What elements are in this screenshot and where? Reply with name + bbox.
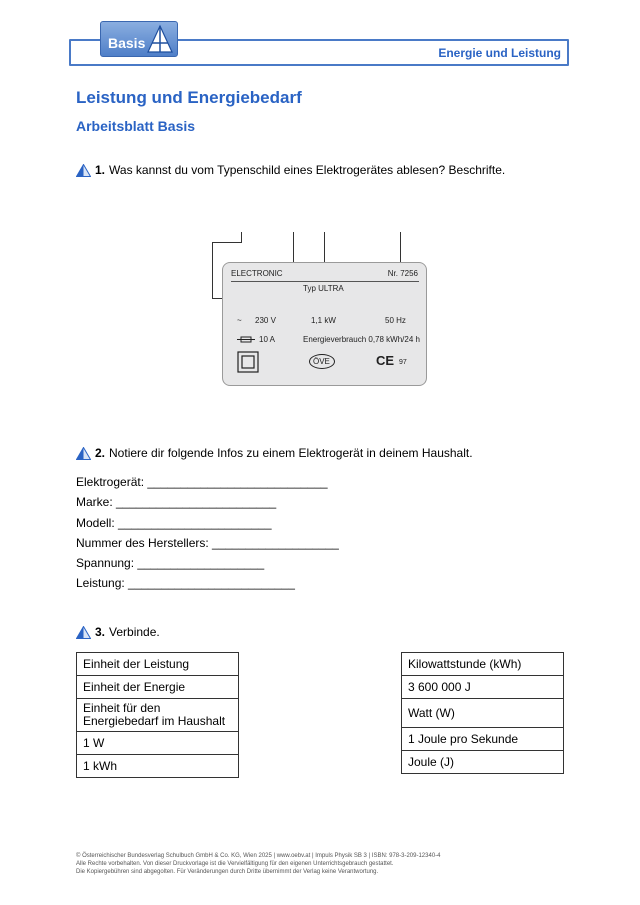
section-title: Energie und Leistung (438, 46, 561, 60)
task-3 (76, 625, 160, 639)
task-number: 1. (95, 163, 106, 177)
left-cell[interactable]: 1 W (77, 732, 239, 755)
footer-line: Alle Rechte vorbehalten. Von dieser Druckvorlage ist die Vervielfältigung für den eigenen Unterrichtsgebrauch gestattet. (76, 861, 394, 867)
plate-voltage: 230 V (255, 316, 276, 325)
task-triangle-icon (76, 626, 91, 639)
plate-consumption: Energieverbrauch 0,78 kWh/24 h (303, 335, 420, 344)
task-text: Was kannst du vom Typenschild eines Elektrogerätes ablesen? Beschrifte. (109, 163, 506, 177)
page-subtitle: Arbeitsblatt Basis (76, 118, 196, 134)
protection-class-icon (237, 351, 259, 373)
right-match-table (401, 652, 564, 774)
plate-tilde: ~ (237, 316, 242, 325)
field-leistung[interactable]: Leistung: _________________________ (76, 576, 295, 590)
field-elektrogeraet[interactable]: Elektrogerät: ___________________________ (76, 475, 328, 489)
task-triangle-icon (76, 447, 91, 460)
task-1 (76, 163, 505, 177)
triangle-logo-icon (146, 24, 174, 54)
right-cell[interactable]: Watt (W) (402, 699, 564, 728)
task-text: Verbinde. (109, 625, 160, 639)
plate-type: Typ ULTRA (303, 284, 344, 293)
task-triangle-icon (76, 164, 91, 177)
plate-fuse: 10 A (259, 335, 276, 344)
plate-number: Nr. 7256 (387, 269, 418, 278)
left-cell[interactable]: 1 kWh (77, 755, 239, 778)
left-cell[interactable]: Einheit der Leistung (77, 653, 239, 676)
footer (76, 852, 441, 876)
type-plate (222, 262, 427, 386)
field-modell[interactable]: Modell: _______________________ (76, 516, 272, 530)
task-2 (76, 446, 473, 460)
plate-divider (231, 281, 419, 282)
plate-power: 1,1 kW (311, 316, 336, 325)
left-match-table (76, 652, 239, 778)
right-cell[interactable]: 1 Joule pro Sekunde (402, 728, 564, 751)
footer-line: Die Kopiergebühren sind abgegolten. Für Veränderungen durch Dritte übernimmt der Verlag keine Verantwortung. (76, 869, 379, 875)
basis-logo (100, 21, 178, 57)
task-number: 2. (95, 446, 106, 460)
right-cell[interactable]: Kilowattstunde (kWh) (402, 653, 564, 676)
ce-number: 97 (399, 359, 407, 366)
plate-brand: ELECTRONIC (231, 269, 283, 278)
footer-line: © Österreichischer Bundesverlag Schulbuch GmbH & Co. KG, Wien 2025 | www.oebv.at | Impuls Physik SB 3 | ISBN: 978-3-209-12340-4 (76, 853, 441, 859)
plate-frequency: 50 Hz (385, 316, 406, 325)
task-text: Notiere dir folgende Infos zu einem Elektrogerät in deinem Haushalt. (109, 446, 473, 460)
logo-text: Basis (108, 35, 146, 51)
ce-mark: CE (376, 353, 395, 368)
fuse-icon (237, 336, 255, 344)
right-cell[interactable]: 3 600 000 J (402, 676, 564, 699)
right-cell[interactable]: Joule (J) (402, 751, 564, 774)
ove-mark-icon (309, 354, 335, 369)
field-marke[interactable]: Marke: ________________________ (76, 495, 277, 509)
ove-text: ÖVE (313, 357, 330, 366)
task-number: 3. (95, 625, 106, 639)
field-spannung[interactable]: Spannung: ___________________ (76, 556, 265, 570)
field-hersteller-nummer[interactable]: Nummer des Herstellers: ___________________ (76, 536, 339, 550)
left-cell[interactable]: Einheit der Energie (77, 676, 239, 699)
page-title: Leistung und Energiebedarf (76, 88, 302, 107)
leader-line-1b (212, 242, 213, 298)
left-cell[interactable]: Einheit für den Energiebedarf im Haushalt (77, 699, 239, 732)
leader-line-1 (212, 232, 242, 243)
